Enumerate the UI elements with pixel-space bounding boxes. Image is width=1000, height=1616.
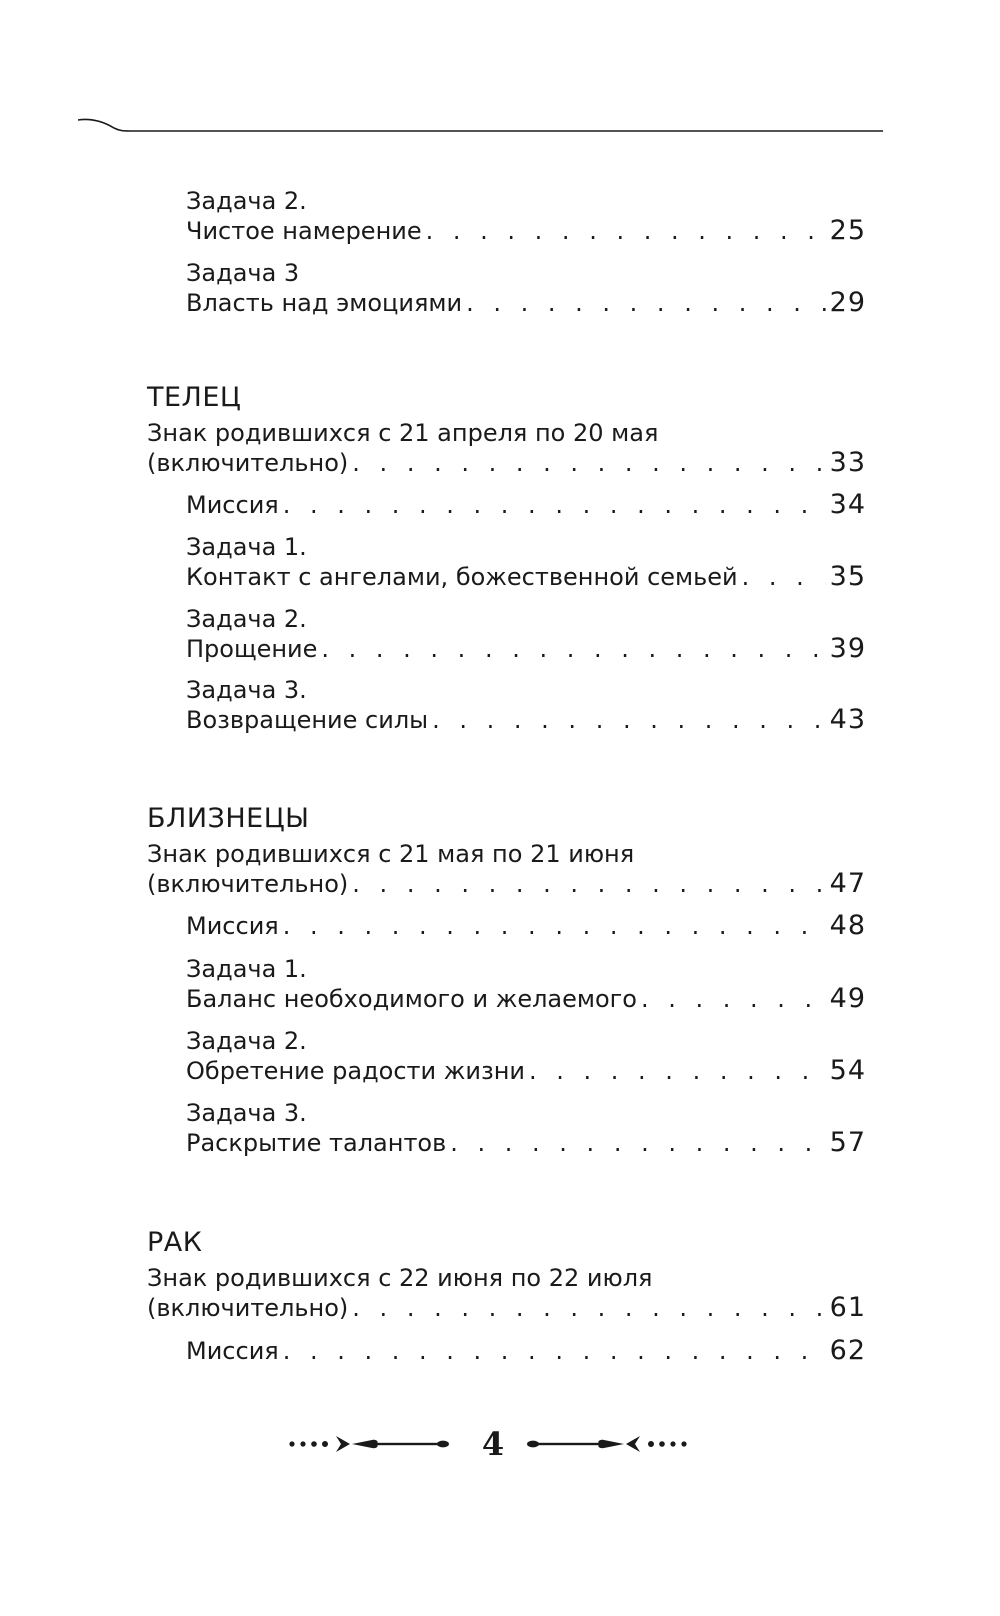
toc-entry-page: 33 — [829, 447, 866, 478]
toc-entry-label: Задача 2. — [186, 187, 307, 215]
toc-entry-gemini-task-2[interactable] — [186, 1026, 866, 1086]
toc-entry-label: Задача 2. — [186, 1027, 307, 1055]
toc-entry-taurus-task-2[interactable] — [186, 604, 866, 664]
toc-entry-task-2-clean-intention[interactable] — [186, 186, 866, 246]
toc-entry-gemini-mission[interactable] — [186, 911, 866, 941]
dot-leader — [352, 1293, 825, 1323]
toc-entry-title: Власть над эмоциями — [186, 289, 463, 317]
toc-entry-page: 34 — [829, 489, 866, 520]
dot-leader — [283, 490, 826, 520]
toc-entry-taurus-task-1[interactable] — [186, 532, 866, 592]
toc-entry-taurus-sign[interactable] — [147, 418, 866, 478]
toc-entry-cancer-sign[interactable] — [147, 1263, 866, 1323]
toc-entry-cancer-mission[interactable] — [186, 1336, 866, 1366]
toc-entry-subtitle: Знак родившихся с 21 апреля по 20 мая — [147, 419, 659, 447]
toc-entry-title: Возвращение силы — [186, 706, 429, 734]
toc-entry-gemini-task-3[interactable] — [186, 1098, 866, 1158]
section-heading-gemini: БЛИЗНЕЦЫ — [147, 803, 310, 834]
toc-entry-title: Миссия — [186, 1337, 279, 1365]
toc-entry-page: 57 — [829, 1127, 866, 1158]
dot-leader — [641, 984, 826, 1014]
toc-entry-title: Обретение радости жизни — [186, 1057, 526, 1085]
toc-entry-gemini-sign[interactable] — [147, 839, 866, 899]
toc-entry-page: 54 — [829, 1055, 866, 1086]
toc-entry-title: Миссия — [186, 912, 279, 940]
page-number: 4 — [481, 1425, 505, 1463]
toc-entry-label: Задача 3. — [186, 1099, 307, 1127]
dot-leader — [466, 288, 826, 318]
toc-entry-title: (включительно) — [147, 449, 349, 477]
toc-entry-label: Задача 3. — [186, 676, 307, 704]
toc-entry-page: 39 — [829, 633, 866, 664]
section-heading-cancer: РАК — [147, 1227, 203, 1258]
toc-entry-title: Прощение — [186, 635, 318, 663]
toc-entry-label: Задача 1. — [186, 533, 307, 561]
dot-leader — [432, 705, 826, 735]
dot-leader — [283, 1336, 826, 1366]
toc-entry-title: Чистое намерение — [186, 217, 422, 245]
toc-entry-title: Контакт с ангелами, божественной семьей — [186, 563, 738, 591]
toc-entry-title: (включительно) — [147, 1294, 349, 1322]
toc-entry-page: 62 — [829, 1335, 866, 1366]
dot-leader — [426, 216, 826, 246]
toc-entry-page: 25 — [829, 215, 866, 246]
dot-leader — [529, 1056, 826, 1086]
toc-entry-label: Задача 3 — [186, 259, 300, 287]
dot-leader — [321, 634, 825, 664]
dot-leader — [450, 1128, 825, 1158]
toc-entry-title: (включительно) — [147, 870, 349, 898]
toc-entry-gemini-task-1[interactable] — [186, 954, 866, 1014]
toc-entry-subtitle: Знак родившихся с 21 мая по 21 июня — [147, 840, 635, 868]
toc-entry-title: Баланс необходимого и желаемого — [186, 985, 637, 1013]
section-heading-taurus: ТЕЛЕЦ — [147, 382, 242, 413]
toc-entry-taurus-mission[interactable] — [186, 490, 866, 520]
dot-leader — [352, 869, 825, 899]
toc-entry-page: 29 — [829, 287, 866, 318]
toc-entry-page: 61 — [829, 1292, 866, 1323]
toc-entry-label: Задача 2. — [186, 605, 307, 633]
toc-entry-page: 43 — [829, 704, 866, 735]
top-decorative-rule — [78, 114, 883, 144]
toc-entry-page: 49 — [829, 983, 866, 1014]
toc-entry-subtitle: Знак родившихся с 22 июня по 22 июля — [147, 1264, 653, 1292]
dot-leader — [283, 911, 826, 941]
dot-leader — [352, 448, 825, 478]
toc-entry-title: Миссия — [186, 491, 279, 519]
toc-entry-page: 47 — [829, 868, 866, 899]
toc-entry-task-3-power-over-emotions[interactable] — [186, 258, 866, 318]
toc-entry-title: Раскрытие талантов — [186, 1129, 447, 1157]
toc-entry-page: 48 — [829, 910, 866, 941]
dot-leader — [742, 562, 826, 592]
toc-entry-label: Задача 1. — [186, 955, 307, 983]
toc-entry-taurus-task-3[interactable] — [186, 675, 866, 735]
toc-entry-page: 35 — [829, 561, 866, 592]
